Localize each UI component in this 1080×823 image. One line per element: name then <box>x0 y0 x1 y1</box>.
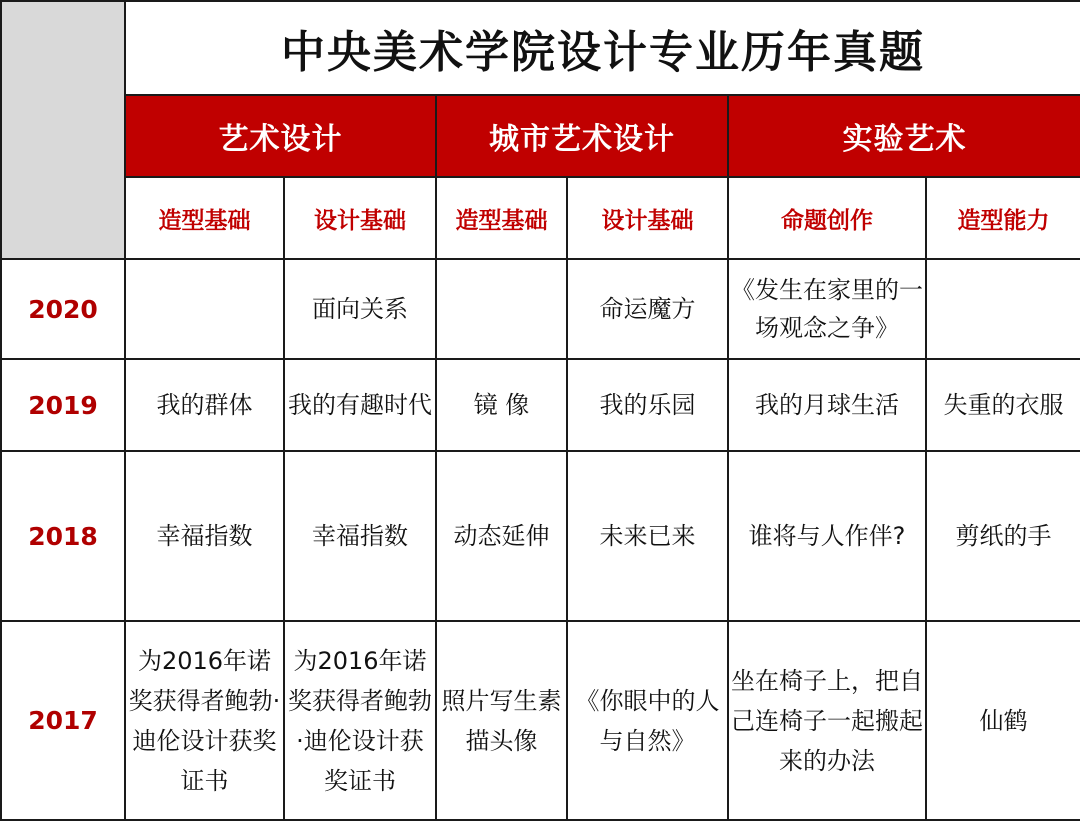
group-header-urban-art-design: 城市艺术设计 <box>436 95 728 177</box>
table-cell: 未来已来 <box>567 451 728 621</box>
table-cell: 我的月球生活 <box>728 359 926 451</box>
subheader-cell: 造型基础 <box>125 177 284 259</box>
table-cell: 照片写生素描头像 <box>436 621 567 820</box>
table-cell <box>926 259 1080 359</box>
table-row <box>1 259 1080 359</box>
table-cell: 《你眼中的人与自然》 <box>567 621 728 820</box>
table-cell: 仙鹤 <box>926 621 1080 820</box>
corner-cell <box>1 1 125 259</box>
table-cell: 我的乐园 <box>567 359 728 451</box>
table-cell <box>125 259 284 359</box>
subheader-cell: 命题创作 <box>728 177 926 259</box>
table-row <box>1 451 1080 621</box>
table-cell: 失重的衣服 <box>926 359 1080 451</box>
subheader-cell: 造型基础 <box>436 177 567 259</box>
subheader-cell: 设计基础 <box>567 177 728 259</box>
table-cell: 谁将与人作伴? <box>728 451 926 621</box>
table-cell: 为2016年诺奖获得者鲍勃·迪伦设计获奖证书 <box>125 621 284 820</box>
table-cell: 《发生在家里的一场观念之争》 <box>728 259 926 359</box>
subheader-cell: 设计基础 <box>284 177 436 259</box>
subheader-cell: 造型能力 <box>926 177 1080 259</box>
table-cell: 动态延伸 <box>436 451 567 621</box>
table-title: 中央美术学院设计专业历年真题 <box>125 1 1080 95</box>
table-row <box>1 621 1080 820</box>
table-cell: 命运魔方 <box>567 259 728 359</box>
year-cell: 2017 <box>1 621 125 820</box>
group-header-experimental-art: 实验艺术 <box>728 95 1080 177</box>
table-cell: 幸福指数 <box>284 451 436 621</box>
table-cell: 面向关系 <box>284 259 436 359</box>
table-cell: 我的群体 <box>125 359 284 451</box>
table-cell: 坐在椅子上，把自己连椅子一起搬起来的办法 <box>728 621 926 820</box>
table-cell: 为2016年诺奖获得者鲍勃·迪伦设计获奖证书 <box>284 621 436 820</box>
year-cell: 2018 <box>1 451 125 621</box>
year-cell: 2020 <box>1 259 125 359</box>
table-row <box>1 359 1080 451</box>
table-cell: 镜 像 <box>436 359 567 451</box>
table-cell: 幸福指数 <box>125 451 284 621</box>
table-cell <box>436 259 567 359</box>
table-cell: 我的有趣时代 <box>284 359 436 451</box>
group-header-art-design: 艺术设计 <box>125 95 436 177</box>
table-cell: 剪纸的手 <box>926 451 1080 621</box>
year-cell: 2019 <box>1 359 125 451</box>
